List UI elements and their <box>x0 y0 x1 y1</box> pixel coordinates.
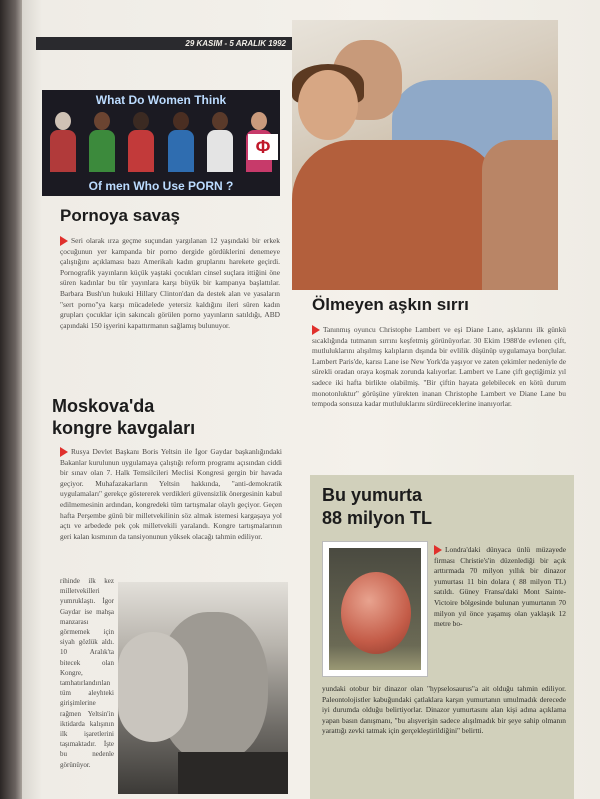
headline-moskova: Moskova'da kongre kavgaları <box>52 396 196 438</box>
banner-subline: Of men Who Use PORN ? <box>88 179 234 193</box>
headline-olmeyen-askin-sirri: Ölmeyen aşkın sırrı <box>312 295 469 314</box>
banner-woman <box>87 108 117 172</box>
headline-pornoya-savas: Pornoya savaş <box>60 206 181 225</box>
egg-icon <box>341 572 411 654</box>
banner-woman <box>48 108 78 172</box>
banner-headline: What Do Women Think <box>95 93 227 107</box>
article-arrow-icon <box>434 545 442 555</box>
article-egg-body: Londra'daki dünyaca ünlü müzayede firması Christie's'in düzenlediği bir açık arttırmada 70 milyon yıllık bir dinazor yumurtası 11 bin dolara ( 88 milyon TL) satıldı. Güney Fransa'daki Mont Sainte-Victoire bölgesinde bulunan yumurtanın 70 milyon yıl önce yaşamış olan yaklaşık 12 metre bo- <box>434 545 566 629</box>
banner-woman <box>166 108 196 172</box>
article-arrow-icon <box>60 236 68 246</box>
article-arrow-icon <box>312 325 320 335</box>
issue-date: 29 KASIM - 5 ARALIK 1992 <box>185 39 286 48</box>
couple-photo <box>292 20 558 290</box>
magazine-binding <box>0 0 22 799</box>
article-arrow-icon <box>60 447 68 457</box>
banner-women-group <box>48 108 274 172</box>
headline-bu-yumurta: Bu yumurta 88 milyon TL <box>322 485 433 528</box>
article-kongre-body-continued: rihinde ilk kez milletvekilleri yumruklaştı. İgor Gaydar ise mahşa manzarası görmemek için siyah gözlük aldı. 10 Aralık'ta bitecek olan Kongre, tamhatırlandırılan tüm aleyhteki girişimlerine rağmen Yeltsin'in iktidarda kalışının ilk işaretlerini taşımaktadır. İşte bu nedenle görünüyor. <box>60 577 114 769</box>
women-porn-banner-image <box>42 90 280 196</box>
no-porn-sign-icon: Φ <box>248 134 278 160</box>
banner-woman <box>126 108 156 172</box>
banner-woman <box>205 108 235 172</box>
article-kongre-body: Rusya Devlet Başkanı Boris Yeltsin ile İgor Gaydar başkanlığındaki Bakanlar kurulunun uygulamaya çalıştığı reform programı açısından ciddi bir sınav olan 7. Halk Temsilcileri Meclisi Kongresi gergin bir havada geçiyor. Muhafazakarların Yeltsin hakkında, "anti-demokratik uygulamaları" gerekçe göstererek verdikleri güvensizlik önergesinin kabul edilmemesinin ardından, kongredeki tüm tartışmalar olaylı geçiyor. Geçen hafta Perşembe günü bir milletvekilinin söz almak istemesi kargaşaya yol açtı ve arbedede pek çok milletvekili yaralandı. Kongre tartışmalarının geri kalan kısmının da tansiyonunun yüksek olacağı tahmin ediliyor. <box>60 447 282 541</box>
issue-date-bar <box>36 37 292 50</box>
article-egg-body-continued: yundaki otobur bir dinazor olan "hypselosaurus"a ait olduğu tahmin ediliyor. Paleontolojistler kabuğundaki çatlaklara karşın yumurtanın umulmadık derecede iyi durumda olduğu belirtiyorlar. Dinazor yumurtasını alan kişi adına açıklama yapan basın danışmanı, "bu alışverişin sadece alışılmadık bir şeye sahip olmanın yarattığı zevki tatmak için gerçekleştirildiğini" belirtti. <box>322 684 566 736</box>
article-love-body: Tanınmış oyuncu Christophe Lambert ve eşi Diane Lane, aşklarını ilk günkü sıcaklığında tutmanın sırrını keşfetmiş görünüyorlar. 30 Ekim 1988'de evlenen çift, mutluluklarını alışılmış kalıpların dışında bir evlilik düşünüp uygulamaya borçlular. Lambert Paris'de, karısı Lane ise New York'da yaşıyor ve zaten çekimler nedeniyle de sürekli oradan oraya koşmak zorunda kalıyorlar. Lambert ve Lane çift geçtiğimiz yıl sadece iki hafta birlikte olabilmiş. "Bir çiftin hayata gelebilecek en kötü durum monotonluktur" görüşüne yürekten inanan Christophe Lambert ve Diane Lane bu tempoda sonsuza kadar mutluluklarını sürdüreceklerine inanıyorlar. <box>312 325 566 409</box>
yeltsin-photo <box>118 582 288 794</box>
dinosaur-egg-photo <box>322 541 428 677</box>
article-porn-body: Seri olarak ırza geçme suçundan yargılanan 12 yaşındaki bir erkek çocuğunun yer kampanda bir porno dergide gördüklerini denemeye çalıştığını açıklaması bazı Amerikalı kadın gruplarını harekete geçirdi. Pornografik yayınların küçük yaştaki çocukları cinsel suçlara ittiğini öne süren kadınlar bu tür yayınlara karşı büyük bir kampanya başlattılar. Barbara Bush'un hukuki Hillary Clinton'dan da destek alan ve yasaların "sert porno"ya karşı mücadelede yetersiz kaldığını ileri süren kadın grupları çocuklar için sakıncalı görülen porno yayınların satıldığı, ABD çapındaki 150 işyerini kapattırmanın sağlamış bulunuyor. <box>60 236 280 330</box>
